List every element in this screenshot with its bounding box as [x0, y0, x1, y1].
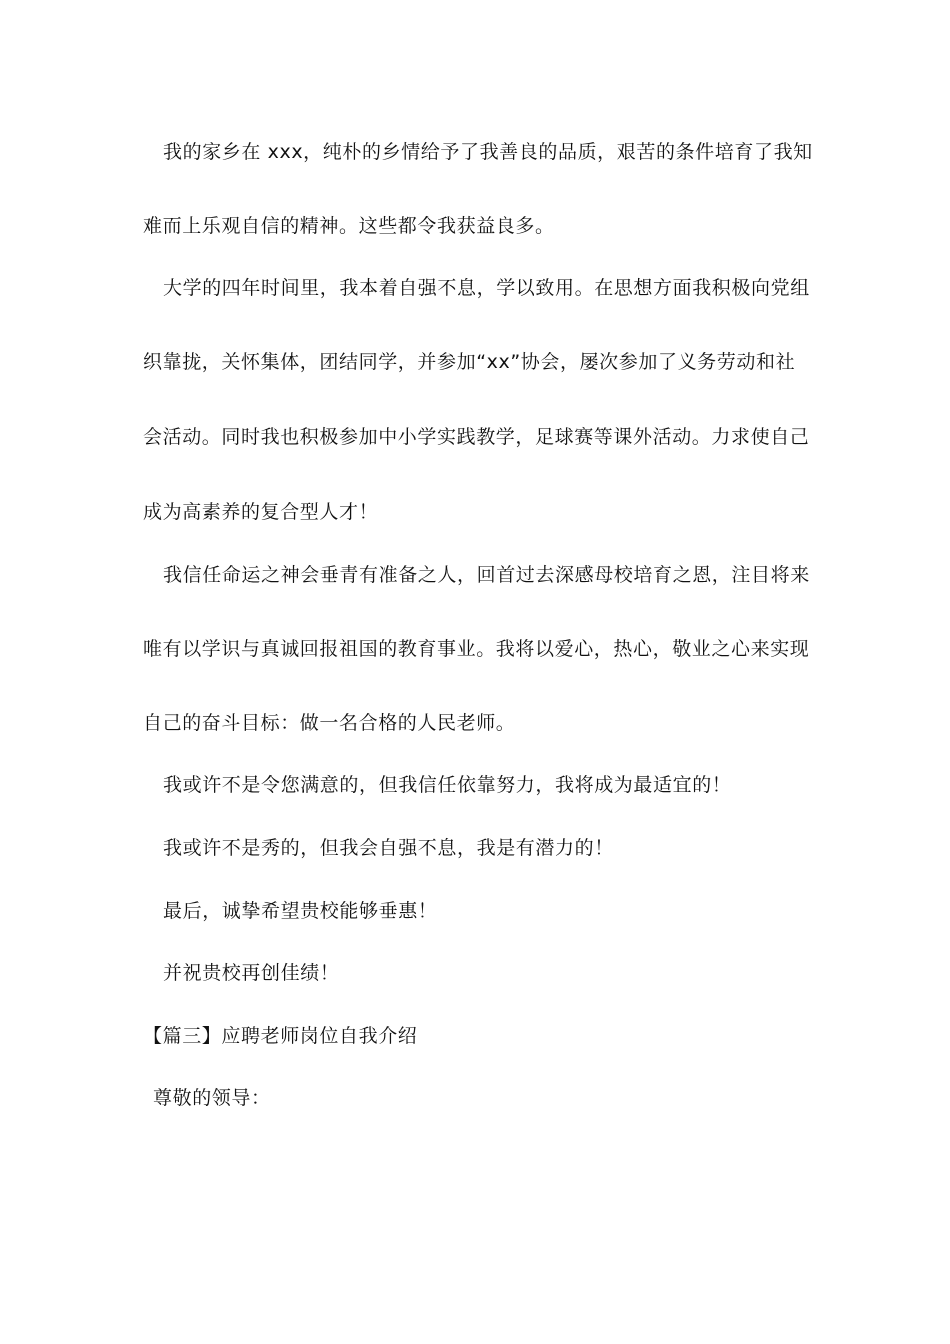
paragraph-7-line-1: 并祝贵校再创佳绩！: [163, 962, 340, 984]
paragraph-1-line-1: 我的家乡在 xxx，纯朴的乡情给予了我善良的品质，艰苦的条件培育了我知: [163, 141, 813, 163]
paragraph-2-line-2: 织靠拢，关怀集体，团结同学，并参加“xx”协会，屡次参加了义务劳动和社: [143, 351, 796, 373]
paragraph-3-line-2: 唯有以学识与真诚回报祖国的教育事业。我将以爱心，热心，敬业之心来实现: [143, 638, 810, 660]
paragraph-3-line-3: 自己的奋斗目标：做一名合格的人民老师。: [143, 712, 516, 734]
paragraph-6-line-1: 最后，诚挚希望贵校能够垂惠！: [163, 900, 438, 922]
paragraph-4-line-1: 我或许不是令您满意的，但我信任依靠努力，我将成为最适宜的！: [163, 774, 732, 796]
paragraph-3-line-1: 我信任命运之神会垂青有准备之人，回首过去深感母校培育之恩，注目将来: [163, 564, 810, 586]
paragraph-2-line-4: 成为高素养的复合型人才！: [143, 501, 379, 523]
paragraph-2-line-1: 大学的四年时间里，我本着自强不息，学以致用。在思想方面我积极向党组: [163, 277, 810, 299]
paragraph-1-line-2: 难而上乐观自信的精神。这些都令我获益良多。: [143, 215, 555, 237]
section-title: 【篇三】应聘老师岗位自我介绍: [143, 1025, 418, 1047]
paragraph-5-line-1: 我或许不是秀的，但我会自强不息，我是有潜力的！: [163, 837, 614, 859]
salutation: 尊敬的领导：: [153, 1087, 271, 1109]
paragraph-2-line-3: 会活动。同时我也积极参加中小学实践教学，足球赛等课外活动。力求使自己: [143, 426, 810, 448]
